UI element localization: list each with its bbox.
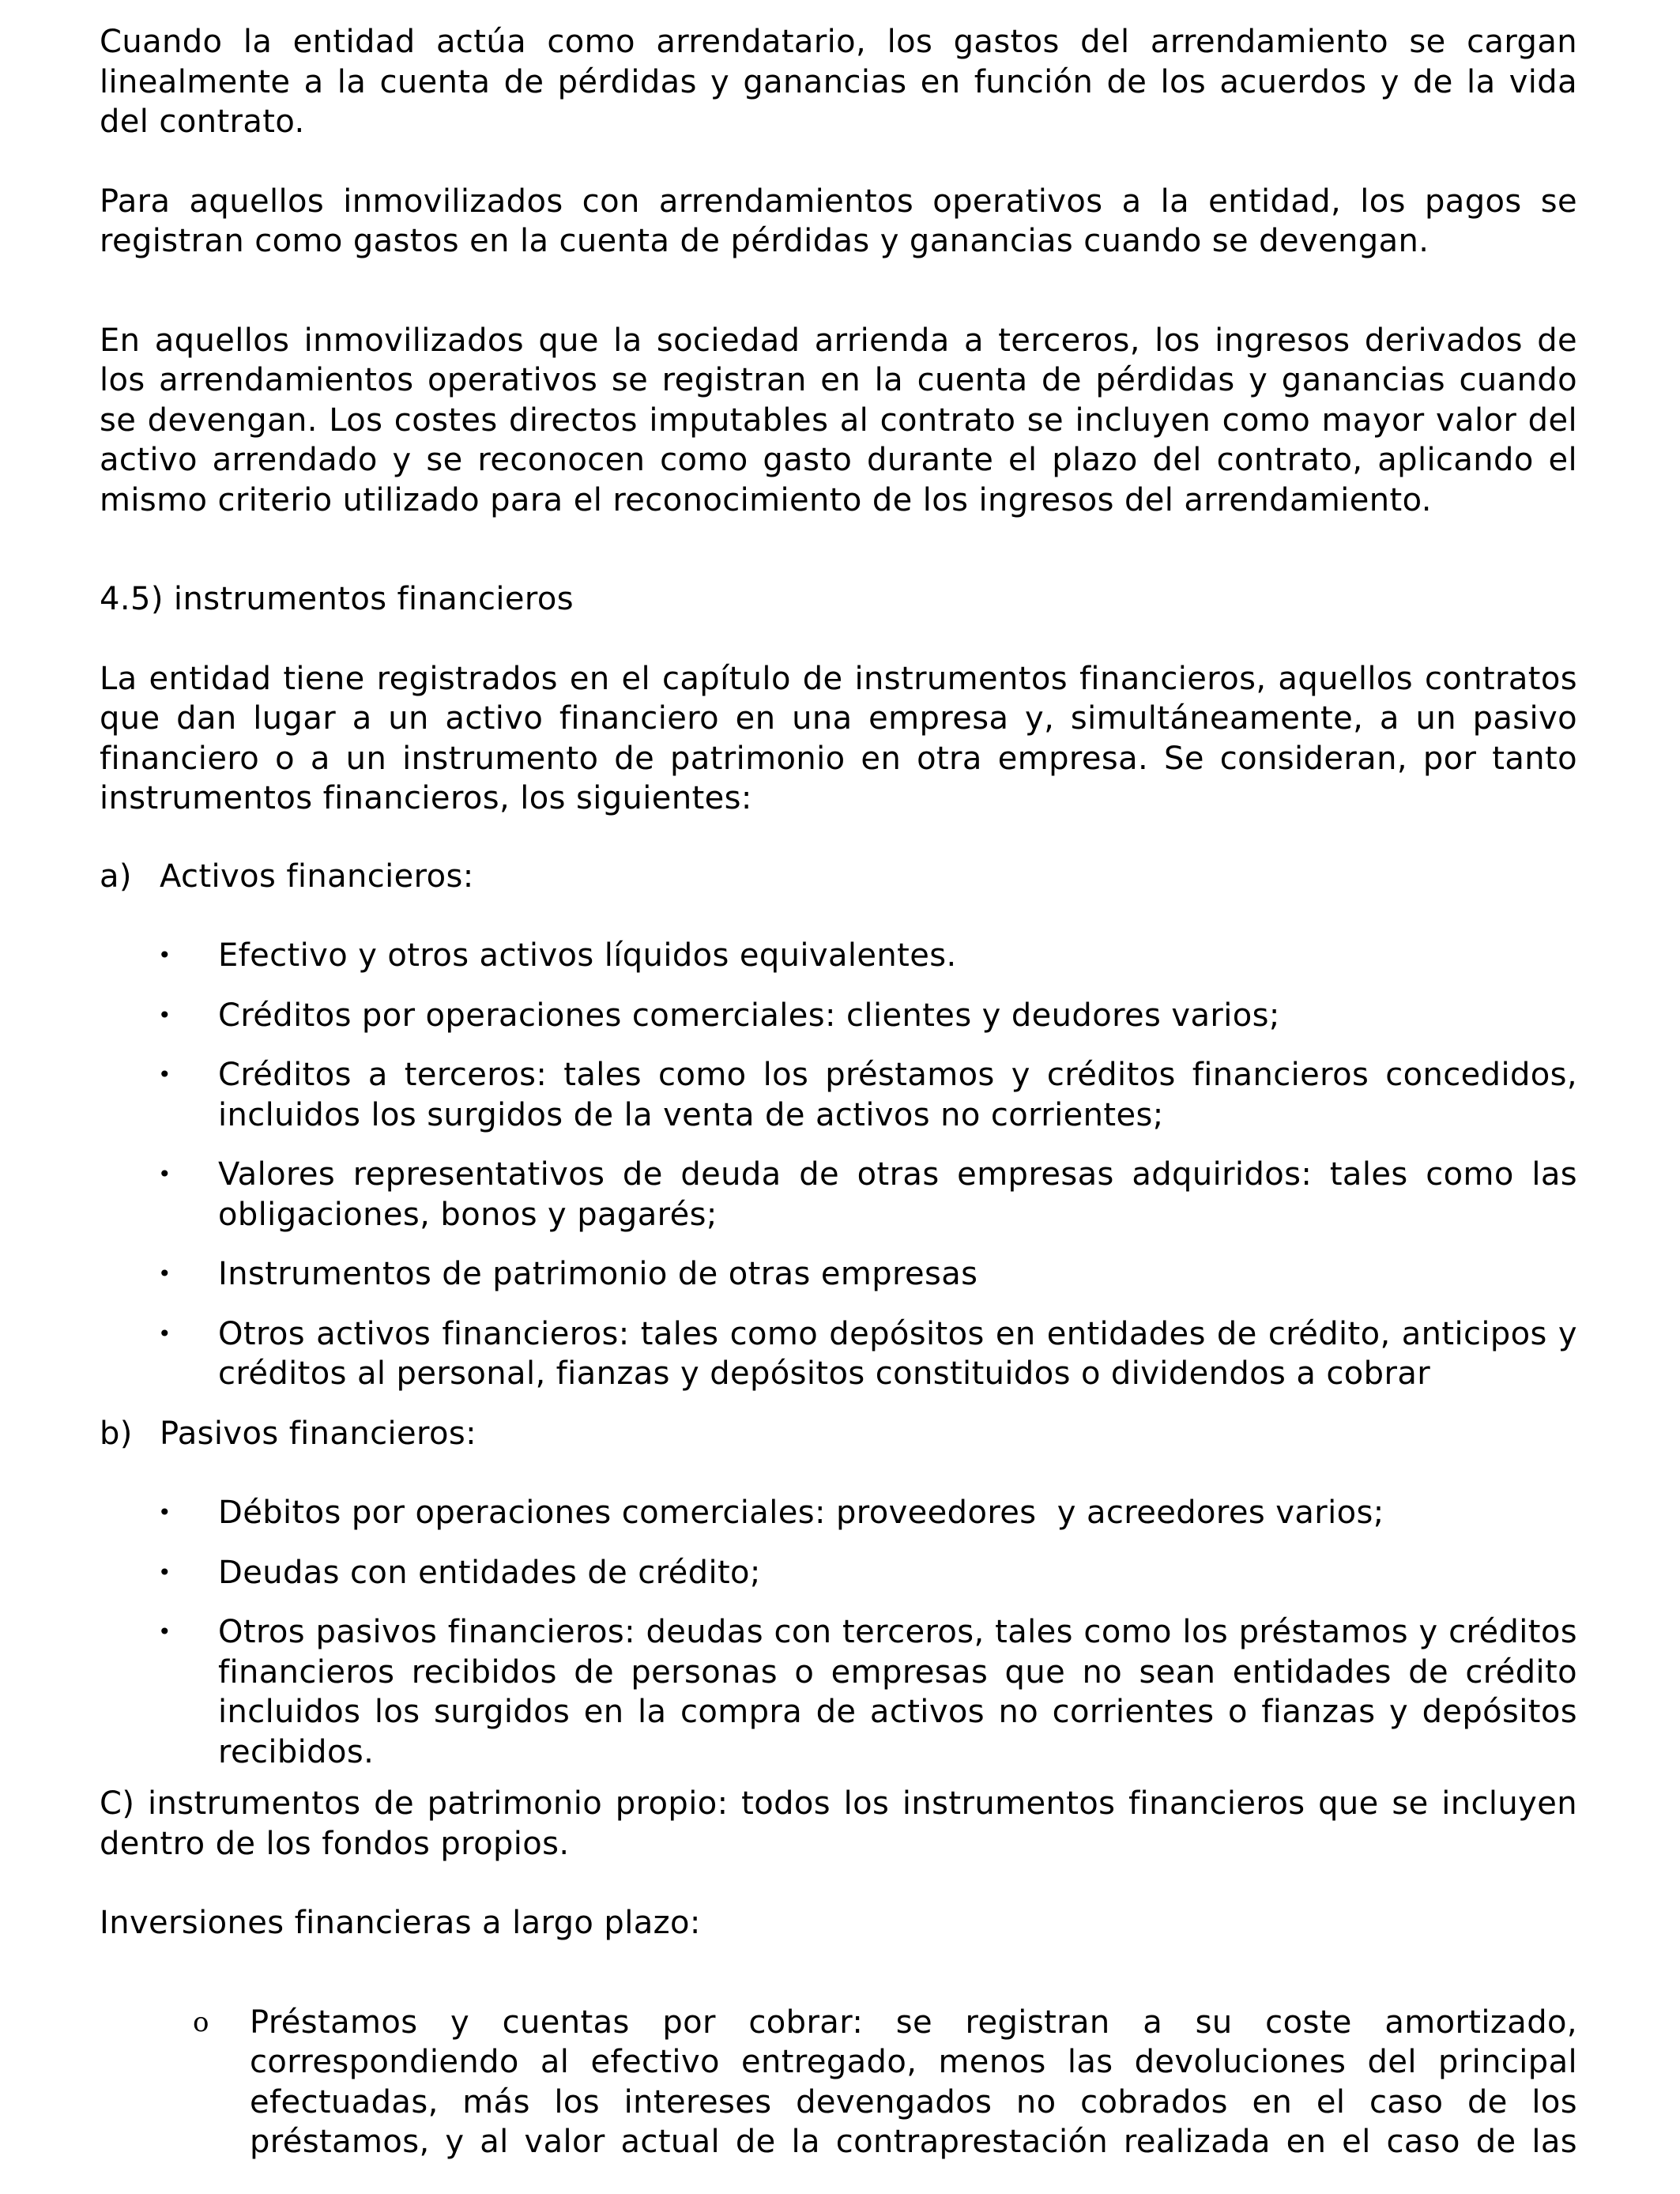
list-item-text: Créditos a terceros: tales como los préstamos y créditos financieros concedidos, incluidos los surgidos de la venta de activos no corrientes; (218, 1057, 1577, 1133)
paragraph-instrumentos-intro: La entidad tiene registrados en el capítulo de instrumentos financieros, aquellos contratos que dan lugar a un activo financiero en una empresa y, simultáneamente, a un pasivo financiero o a un instrumento de patrimonio en otra empresa. Se consideran, por tanto instrumentos financieros, los siguientes: (100, 660, 1577, 816)
bullet-icon: • (158, 1559, 171, 1585)
list-item (100, 1314, 1577, 1394)
bullet-icon: • (158, 1320, 171, 1347)
bullet-icon: • (158, 1161, 171, 1187)
inversiones-heading: Inversiones financieras a largo plazo: (100, 1905, 701, 1941)
section-a-label (100, 857, 1577, 897)
inversiones-list (100, 2003, 1577, 2162)
paragraph-arrienda-terceros: En aquellos inmovilizados que la sociedad arrienda a terceros, los ingresos derivados de los arrendamientos operativos se registran en la cuenta de pérdidas y ganancias cuando se devengan. Los costes directos imputables al contrato se incluyen como mayor valor del activo arrendado y se reconocen como gasto durante el plazo del contrato, aplicando el mismo criterio utilizado para el reconocimiento de los ingresos del arrendamiento. (100, 322, 1577, 518)
bullet-icon: • (158, 1261, 171, 1287)
bullet-icon: • (158, 1001, 171, 1028)
pasivos-list (100, 1493, 1577, 1772)
list-item-text: Valores representativos de deuda de otras empresas adquiridos: tales como las obligaciones, bonos y pagarés; (218, 1156, 1577, 1233)
list-item (100, 1055, 1577, 1135)
activos-list (100, 936, 1577, 1394)
list-item-text: Otros pasivos financieros: deudas con terceros, tales como los préstamos y créditos financieros recibidos de personas o empresas que no sean entidades de crédito incluidos los surgidos en la compra de activos no corrientes o fianzas y depósitos recibidos. (218, 1614, 1577, 1770)
bullet-icon: • (158, 942, 171, 968)
bullet-icon: • (158, 1619, 171, 1645)
bullet-icon: • (158, 1499, 171, 1525)
section-b-label (100, 1414, 1577, 1454)
list-item-text: Efectivo y otros activos líquidos equivalentes. (218, 937, 957, 974)
document-page (100, 22, 1577, 2162)
bullet-icon: • (158, 1061, 171, 1088)
list-item (100, 996, 1577, 1036)
list-item-text: Débitos por operaciones comerciales: proveedores y acreedores varios; (218, 1495, 1384, 1531)
list-item (100, 1254, 1577, 1295)
list-item-text: Préstamos y cuentas por cobrar: se registran a su coste amortizado, correspondiendo al efectivo entregado, menos las devoluciones del principal efectuadas, más los intereses devengados no cobrados en el caso de los préstamos, y al valor actual de la contraprestación realizada en el caso de las (250, 2004, 1577, 2160)
paragraph-arrendamientos-operativos: Para aquellos inmovilizados con arrendamientos operativos a la entidad, los pagos se registran como gastos en la cuenta de pérdidas y ganancias cuando se devengan. (100, 183, 1577, 259)
list-item (100, 1553, 1577, 1593)
list-item-text: Otros activos financieros: tales como depósitos en entidades de crédito, anticipos y créditos al personal, fianzas y depósitos constituidos o dividendos a cobrar (218, 1315, 1577, 1392)
paragraph-arrendatario: Cuando la entidad actúa como arrendatario, los gastos del arrendamiento se cargan linealmente a la cuenta de pérdidas y ganancias en función de los acuerdos y de la vida del contrato. (100, 24, 1577, 140)
list-item-text: Deudas con entidades de crédito; (218, 1554, 761, 1591)
list-item (100, 1612, 1577, 1772)
section-heading-instrumentos: 4.5) instrumentos financieros (100, 581, 574, 617)
section-a-title: Activos financieros: (160, 858, 474, 895)
section-b-title: Pasivos financieros: (160, 1415, 477, 1452)
section-b-marker: b) (100, 1415, 133, 1452)
list-item (100, 1155, 1577, 1235)
paragraph-patrimonio-propio: C) instrumentos de patrimonio propio: todos los instrumentos financieros que se incluyen dentro de los fondos propios. (100, 1785, 1577, 1862)
list-item (100, 1493, 1577, 1533)
circle-bullet-icon: o (193, 2006, 209, 2038)
list-item (100, 2003, 1577, 2162)
list-item (100, 936, 1577, 976)
list-item-text: Créditos por operaciones comerciales: clientes y deudores varios; (218, 997, 1280, 1034)
section-a-marker: a) (100, 858, 132, 895)
list-item-text: Instrumentos de patrimonio de otras empresas (218, 1256, 978, 1292)
